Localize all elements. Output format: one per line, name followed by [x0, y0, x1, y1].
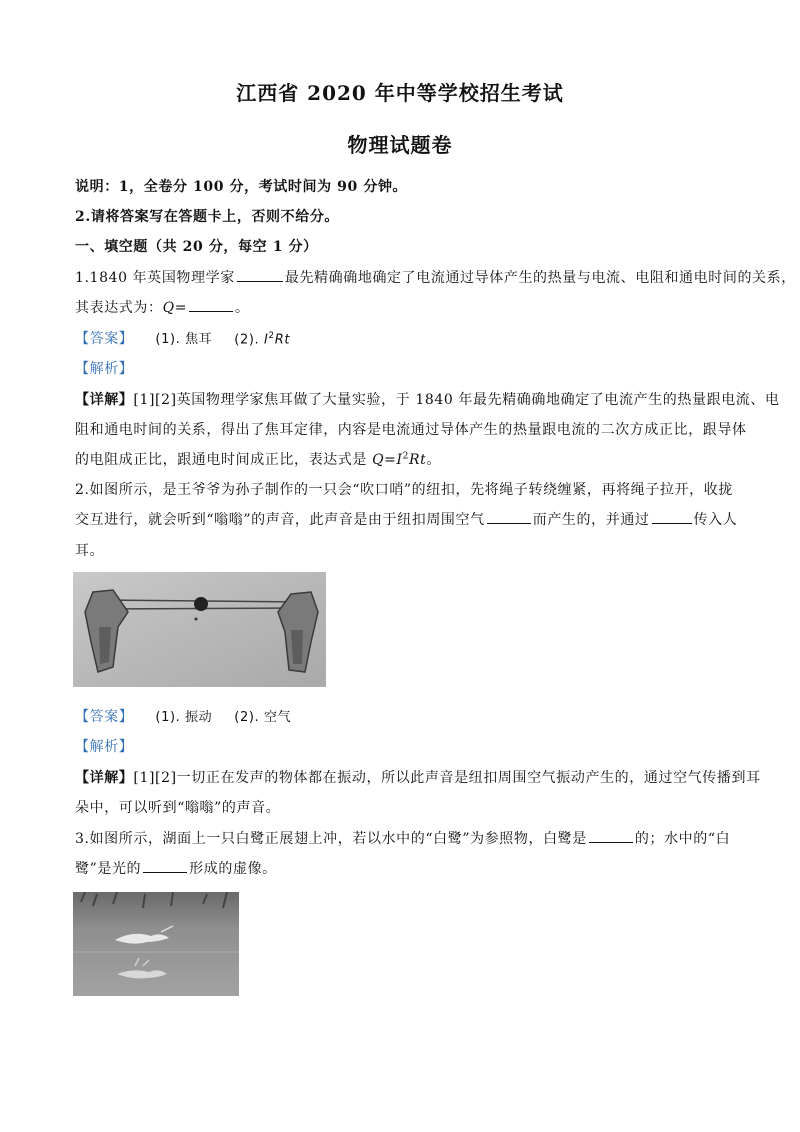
- detail-1-line-2: 阻和通电时间的关系，得出了焦耳定律，内容是电流通过导体产生的热量跟电流的二次方成正比，跟导体: [75, 422, 747, 438]
- question-2-line-2: 交互进行，就会听到“嗡嗡”的声音，此声音是由于纽扣周围空气 而产生的，并通过 传入人: [75, 512, 738, 528]
- question-3-line-1: 3.如图所示，湖面上一只白鹭正展翅上冲，若以水中的“白鹭”为参照物，白鹭是 的；水中的“白: [75, 831, 731, 847]
- instructions-line-2: 2.请将答案写在答题卡上，否则不给分。: [75, 209, 340, 225]
- answer-row-1: [75, 328, 290, 348]
- detail-formula-rest: Rt: [408, 452, 427, 468]
- question-1-line-1: [75, 267, 796, 287]
- detail-1-line-3: 的电阻成正比，跟通电时间成正比，表达式是 $Q=I^2Rt$。: [75, 451, 441, 468]
- answer-item-2: (2). $I^2Rt$: [234, 330, 291, 347]
- answer-item-1: (1). 振动: [155, 710, 213, 725]
- detail-2-line-2: 朵中，可以听到“嗡嗡”的声音。: [75, 800, 281, 816]
- answer-blank: [143, 860, 187, 873]
- section-heading: 一、填空题（共 20 分，每空 1 分）: [75, 239, 318, 255]
- q1-text: 最先精确确地确定了电流通过导体产生的热量与电流、电阻和通电时间的关系，: [284, 270, 796, 286]
- question-2-line-3: 耳。: [75, 543, 105, 559]
- question-3-line-2: 鹭”是光的 形成的虚像。: [75, 861, 277, 877]
- answer-blank: [189, 299, 233, 312]
- q1-text: 。: [235, 300, 250, 316]
- question-2-line-1: 2.如图所示，是王爷爷为孙子制作的一只会“吹口哨”的纽扣，先将绳子转绕缠紧，再将绳子拉开，收拢: [75, 482, 733, 498]
- answer-blank: [652, 511, 692, 524]
- analysis-tag: 【解析】: [75, 361, 134, 377]
- detail-tag: 【详解】: [75, 392, 134, 408]
- q1-text: 1.1840 年英国物理学家: [75, 270, 235, 286]
- detail-text: [1][2]一切正在发声的物体都在振动，所以此声音是纽扣周围空气振动产生的，通过空气传播到耳: [133, 770, 761, 786]
- answer-row-2: [75, 706, 291, 726]
- answer-item-1: (1). 焦耳: [155, 332, 213, 347]
- button-whistle-photo: [73, 572, 326, 687]
- paper-subtitle: 物理试题卷: [347, 133, 453, 157]
- detail-formula: Q=I: [372, 452, 403, 468]
- answer-blank: [237, 269, 283, 282]
- formula-variable: Q: [162, 300, 175, 316]
- detail-1-line-1: [75, 389, 780, 409]
- detail-formula-exponent: 2: [402, 451, 409, 462]
- detail-text: 的电阻成正比，跟通电时间成正比，表达式是: [75, 452, 373, 468]
- detail-tag: 【详解】: [75, 770, 134, 786]
- egret-photo: [73, 892, 239, 996]
- answer-blank: [589, 830, 633, 843]
- analysis-tag: 【解析】: [75, 739, 134, 755]
- answer-tag: 【答案】: [75, 331, 134, 347]
- instructions-line-1: 说明：1，全卷分 100 分，考试时间为 90 分钟。: [75, 179, 408, 195]
- answer-tag: 【答案】: [75, 709, 134, 725]
- q1-text: 其表达式为：: [75, 300, 163, 316]
- answer-item-2: (2). 空气: [234, 710, 292, 725]
- detail-text: [1][2]英国物理学家焦耳做了大量实验，于 1840 年最先精确确地确定了电流产生的热量跟电流、电: [133, 392, 780, 408]
- question-1-line-2: [75, 297, 250, 317]
- detail-2-line-1: [75, 767, 761, 787]
- exam-title: 江西省 2020 年中等学校招生考试: [236, 81, 564, 105]
- answer-blank: [487, 511, 531, 524]
- formula-equals: =: [174, 300, 188, 316]
